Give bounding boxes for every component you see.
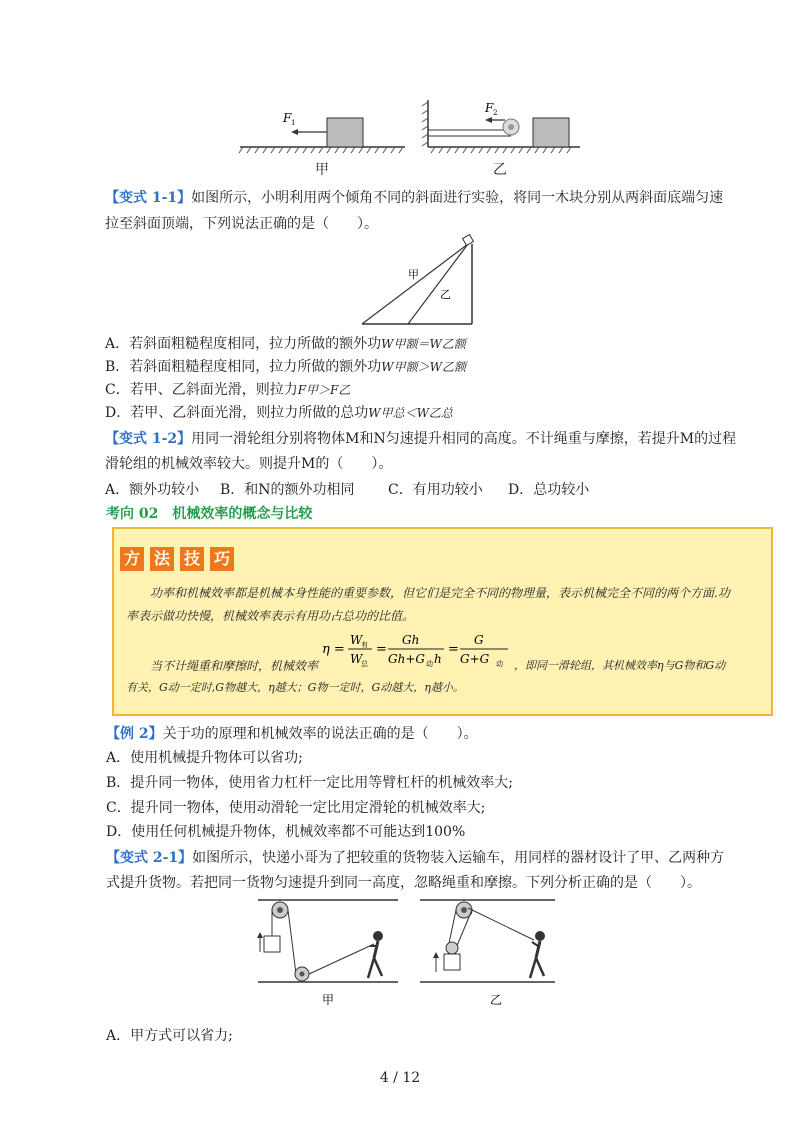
slope-label-b: 乙 — [440, 288, 451, 301]
ex2-option-c: C．提升同一物体，使用动滑轮一定比用定滑轮的机械效率大; — [106, 800, 486, 816]
tip-line-2: 率表示做功快慢，机械效率表示有用功占总功的比值。 — [126, 609, 415, 623]
svg-text:Gh+G: Gh+G — [388, 652, 425, 666]
question-1-2: 【变式 1-2】用同一滑轮组分别将物体M和N匀速提升相同的高度。不计绳重与摩擦，若提升M的过程 — [105, 431, 737, 447]
tip-line-4: 有关，G动一定时,G物越大，η越大；G物一定时，G动越大，η越小。 — [126, 681, 464, 694]
efficiency-formula — [322, 625, 512, 673]
q1-option-a: A．若斜面粗糙程度相同，拉力所做的额外功W甲额＝W乙额 — [105, 336, 466, 352]
svg-text:W: W — [350, 652, 363, 666]
page-number: 4 / 12 — [379, 1070, 421, 1086]
figure-blocks-pulled — [235, 90, 585, 180]
svg-text:=: = — [448, 642, 459, 657]
tip-badge-4: 巧 — [210, 547, 234, 571]
slope-label-a: 甲 — [408, 268, 419, 281]
svg-text:1: 1 — [291, 119, 296, 127]
tip-line-3-pre: 当不计绳重和摩擦时，机械效率 — [150, 659, 319, 673]
question-2-1: 【变式 2-1】如图所示，快递小哥为了把较重的货物装入运输车，用同样的器材设计了甲、乙两种方 — [106, 850, 725, 866]
svg-text:有: 有 — [361, 641, 368, 649]
tip-line-1: 功率和机械效率都是机械本身性能的重要参数，但它们是完全不同的物理量，表示机械完全不同的两个方面.功 — [150, 586, 730, 600]
figure-pulleys — [250, 896, 560, 1014]
ex2-option-b: B．提升同一物体，使用省力杠杆一定比用等臂杠杆的机械效率大; — [106, 775, 514, 791]
q3-option-a: A．甲方式可以省力; — [106, 1028, 233, 1044]
pulley-label-b: 乙 — [490, 993, 503, 1007]
question-1-2-line2: 滑轮组的机械效率较大。则提升M的（ ）。 — [105, 456, 393, 472]
tip-badge-2: 法 — [150, 547, 174, 571]
q1-option-b: B．若斜面粗糙程度相同，拉力所做的额外功W甲额＞W乙额 — [105, 359, 466, 375]
question-2-1-line2: 式提升货物。若把同一货物匀速提升到同一高度，忽略绳重和摩擦。下列分析正确的是（ ）。 — [106, 875, 701, 891]
example-2: 【例 2】关于功的原理和机械效率的说法正确的是（ ）。 — [106, 726, 478, 742]
pulley-label-a: 甲 — [322, 993, 335, 1007]
svg-text:=: = — [376, 642, 387, 657]
figure1-label-left: 甲 — [315, 162, 329, 178]
question-1-1-line2: 拉至斜面顶端，下列说法正确的是（ ）。 — [105, 216, 378, 232]
ex2-option-d: D．使用任何机械提升物体，机械效率都不可能达到100% — [106, 824, 466, 840]
question-1-1: 【变式 1-1】如图所示，小明利用两个倾角不同的斜面进行实验，将同一木块分别从两斜面底端匀速 — [105, 190, 724, 206]
section-title: 考向 02 机械效率的概念与比较 — [106, 506, 313, 522]
q2-option-c: C．有用功较小 — [388, 482, 483, 498]
svg-text:2: 2 — [493, 109, 498, 117]
q2-option-d: D．总功较小 — [508, 482, 590, 498]
tip-line-3-post: ，即同一滑轮组，其机械效率η与G物和G动 — [514, 659, 726, 672]
figure1-label-right: 乙 — [493, 162, 507, 178]
figure-slopes — [360, 232, 475, 328]
svg-text:η =: η = — [322, 642, 345, 657]
svg-text:动: 动 — [496, 660, 503, 668]
q2-option-b: B．和N的额外功相同 — [220, 482, 355, 498]
svg-text:总: 总 — [361, 660, 368, 668]
q1-option-d: D．若甲、乙斜面光滑，则拉力所做的总功W甲总＜W乙总 — [105, 405, 453, 421]
q2-option-a: A．额外功较小 — [105, 482, 200, 498]
svg-text:G+G: G+G — [460, 652, 490, 666]
q1-option-c: C．若甲、乙斜面光滑，则拉力F甲＞F乙 — [105, 382, 351, 398]
f2-label: F — [485, 101, 494, 115]
svg-text:动: 动 — [426, 660, 433, 668]
f1-label: F — [283, 111, 292, 125]
svg-text:G: G — [474, 633, 484, 647]
tip-badge-1: 方 — [120, 547, 144, 571]
method-tips-box — [112, 527, 773, 716]
tip-badge-3: 技 — [180, 547, 204, 571]
svg-text:W: W — [350, 633, 363, 647]
svg-text:Gh: Gh — [402, 633, 420, 647]
svg-text:h: h — [434, 652, 442, 666]
question-tag: 【变式 1-1】 — [105, 190, 192, 206]
ex2-option-a: A．使用机械提升物体可以省功; — [106, 750, 303, 766]
